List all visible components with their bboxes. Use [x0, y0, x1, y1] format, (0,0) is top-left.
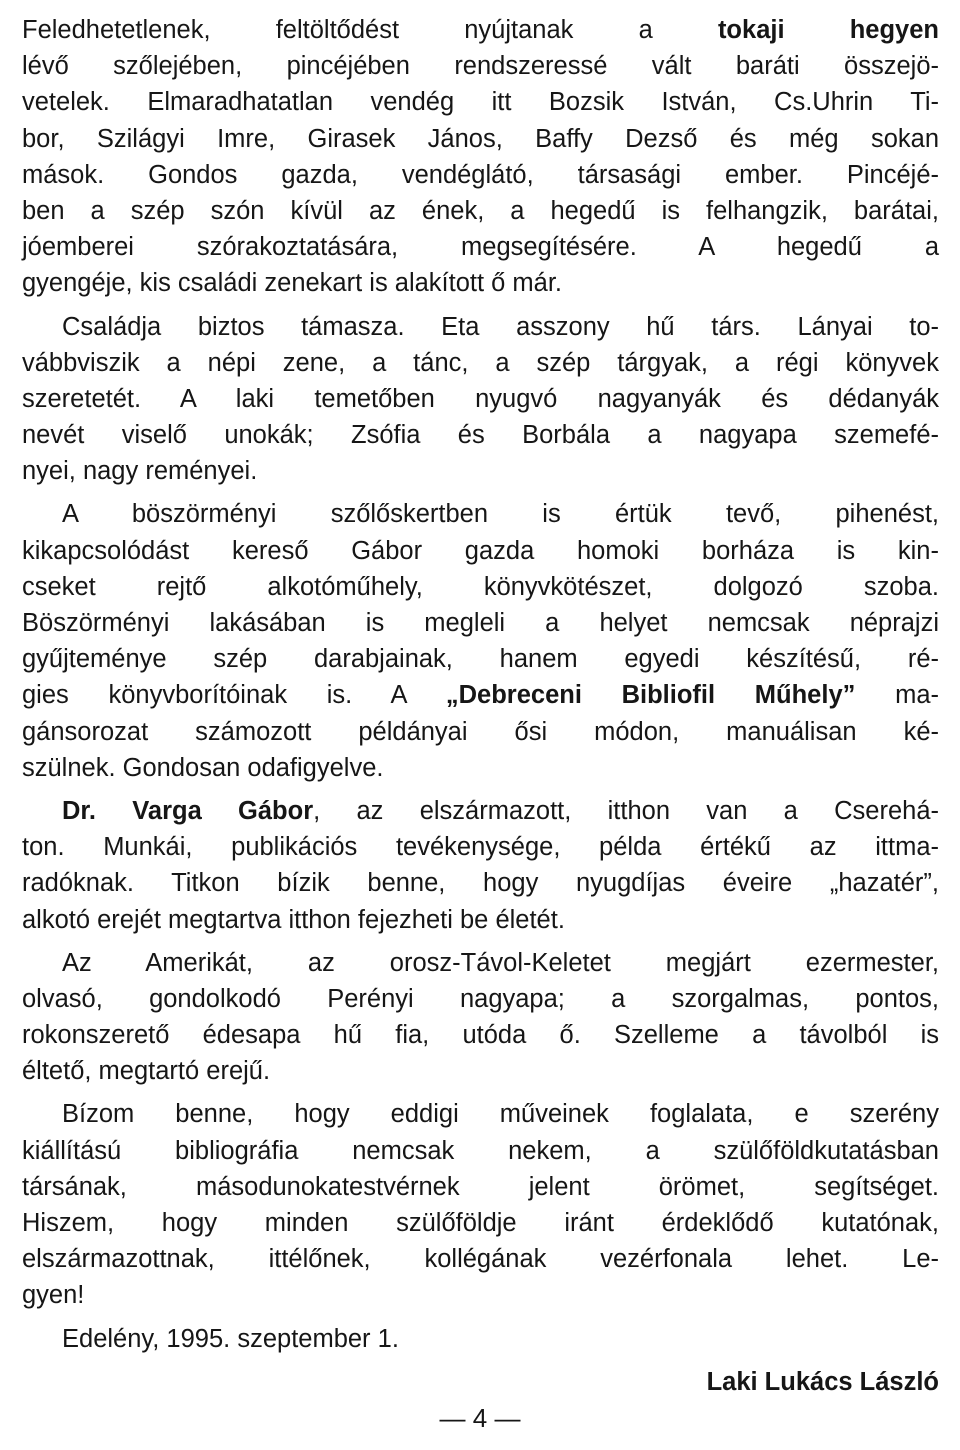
text-line: ton. Munkái, publikációs tevékenysége, példa értékű az ittma-	[22, 833, 939, 862]
text-line: olvasó, gondolkodó Perényi nagyapa; a szorgalmas, pontos,	[22, 984, 939, 1013]
bold-phrase: tokaji hegyen	[717, 16, 939, 44]
text-line: mások. Gondos gazda, vendéglátó, társasági ember. Pincéjé-	[22, 160, 939, 189]
text-line: vábbviszik a népi zene, a tánc, a szép tárgyak, a régi könyvek	[22, 348, 939, 377]
paragraph-1	[22, 12, 939, 302]
text-line: rokonszerető édesapa hű fia, utóda ő. Szelleme a távolból is	[22, 1021, 939, 1050]
paragraph-2	[22, 309, 939, 490]
text-line: kiállítású bibliográfia nemcsak nekem, a szülőföldkutatásban	[22, 1136, 939, 1165]
paragraph-5	[22, 945, 939, 1090]
signature: Laki Lukács László	[706, 1367, 939, 1396]
text-line: vetelek. Elmaradhatatlan vendég itt Bozsik István, Cs.Uhrin Ti-	[22, 88, 939, 117]
text-line: szülnek. Gondosan odafigyelve.	[22, 753, 384, 782]
text-line: Bízom benne, hogy eddigi műveinek foglalata, e szerény	[62, 1100, 939, 1129]
text-line: Hiszem, hogy minden szülőföldje iránt érdeklődő kutatónak,	[22, 1209, 939, 1237]
closing	[22, 1321, 939, 1400]
text-line: jóemberei szórakoztatására, megsegítésére. A hegedű a	[22, 233, 939, 262]
text-line: kikapcsolódást kereső Gábor gazda homoki borháza is kin-	[22, 536, 939, 565]
text-line: szeretetét. A laki temetőben nyugvó nagyanyák és dédanyák	[22, 384, 939, 413]
document-page	[22, 12, 939, 1400]
text-line: gies könyvborítóinak is. A „Debreceni Bibliofil Műhely” ma-	[22, 681, 939, 710]
bold-phrase: „Debreceni Bibliofil Műhely”	[445, 681, 856, 710]
bold-phrase: Dr. Varga Gábor	[62, 796, 314, 825]
text-line: nyei, nagy reményei.	[22, 457, 258, 486]
text-line: társának, másodunokatestvérnek jelent örömet, segítséget.	[22, 1172, 939, 1201]
text-line: Feledhetetlenek, feltöltődést nyújtanak a tokaji hegyen	[22, 16, 939, 44]
text-line: Az Amerikát, az orosz-Távol-Keletet megjárt ezermester,	[62, 948, 939, 977]
page-number: — 4 —	[439, 1403, 521, 1433]
text-line: elszármazottnak, ittélőnek, kollégának vezérfonala lehet. Le-	[22, 1245, 939, 1274]
text-line: Dr. Varga Gábor, az elszármazott, itthon van a Cserehá-	[62, 796, 939, 825]
text-line: Böszörményi lakásában is megleli a helyet nemcsak néprajzi	[22, 609, 939, 637]
place-date: Edelény, 1995. szeptember 1.	[62, 1324, 399, 1353]
text-line: A böszörményi szőlőskertben is értük tevő, pihenést,	[62, 500, 939, 529]
text-line: alkotó erejét megtartva itthon fejezheti be életét.	[22, 905, 565, 934]
text-line: éltető, megtartó erejű.	[22, 1057, 271, 1086]
text-line: lévő szőlejében, pincéjében rendszeressé vált baráti összejö-	[22, 52, 939, 81]
text-line: cseket rejtő alkotóműhely, könyvkötészet, dolgozó szoba.	[22, 572, 939, 601]
text-line: ben a szép szón kívül az ének, a hegedű is felhangzik, barátai,	[22, 196, 939, 225]
text-line: nevét viselő unokák; Zsófia és Borbála a nagyapa szemefé-	[22, 421, 939, 450]
paragraph-6	[22, 1096, 939, 1313]
text-line: gyűjteménye szép darabjainak, hanem egyedi készítésű, ré-	[22, 645, 939, 674]
text-line: gyengéje, kis családi zenekart is alakított ő már.	[22, 269, 563, 298]
text-line: radóknak. Titkon bízik benne, hogy nyugdíjas éveire „hazatér”,	[22, 869, 939, 898]
text-line: bor, Szilágyi Imre, Girasek János, Baffy Dezső és még sokan	[22, 124, 939, 153]
paragraph-3	[22, 496, 939, 786]
paragraph-4	[22, 793, 939, 938]
text-line: Családja biztos támasza. Eta asszony hű társ. Lányai to-	[62, 312, 939, 341]
text-line: gánsorozat számozott példányai ősi módon, manuálisan ké-	[22, 717, 939, 746]
text-line: gyen!	[22, 1281, 85, 1310]
